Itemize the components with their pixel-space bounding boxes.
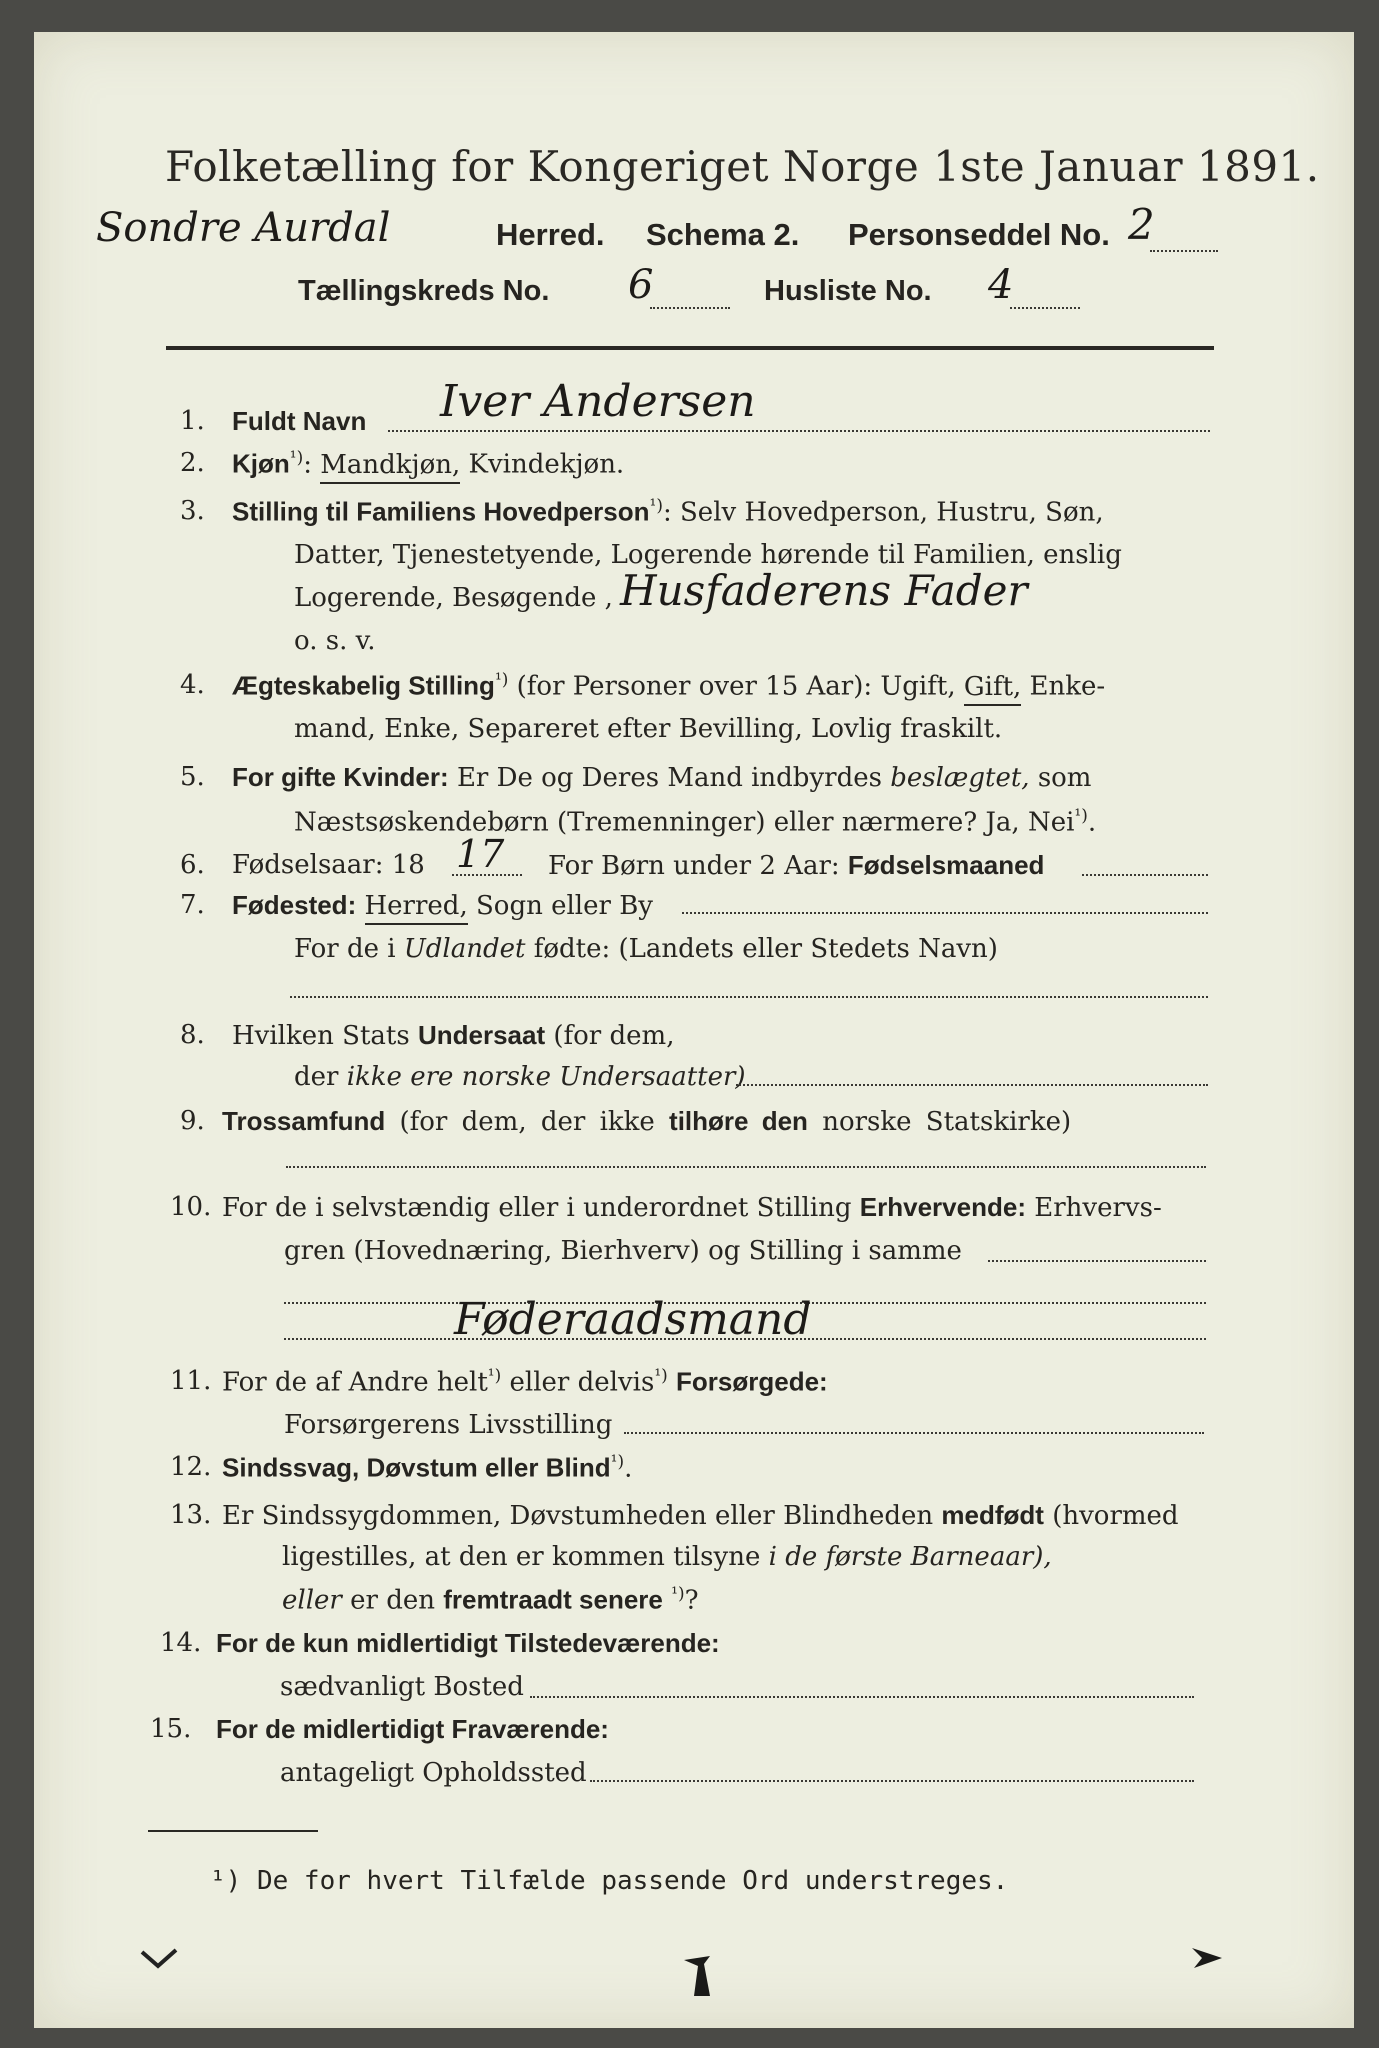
item-1-label: Fuldt Navn <box>232 406 367 436</box>
item-6-dots <box>452 874 522 876</box>
item-9-label: Trossamfund <box>222 1106 386 1136</box>
item-1-dots <box>388 430 1210 432</box>
item-14-line-1: For de kun midlertidigt Tilstedeværende: <box>216 1628 720 1658</box>
item-14-line-2: sædvanligt Bosted <box>280 1672 524 1702</box>
item-8-number: 8. <box>180 1020 205 1050</box>
item-4-text-a: (for Personer over 15 Aar): Ugift, <box>516 671 956 702</box>
item-10-text-b: Erhvervende: <box>859 1192 1026 1222</box>
item-3-line-3: Logerende, Besøgende , <box>294 583 613 613</box>
item-13-number: 13. <box>170 1500 212 1530</box>
item-2-option-mandkjon: Mandkjøn, <box>320 450 460 484</box>
item-2-label: Kjøn <box>232 448 290 479</box>
item-12-label: Sindssvag, Døvstum eller Blind <box>222 1452 611 1483</box>
item-7-rest: Sogn eller By <box>475 891 653 921</box>
item-9-line-1 <box>222 1106 1071 1137</box>
item-2-sup: ¹) <box>289 448 304 468</box>
item-10-number: 10. <box>170 1192 212 1222</box>
item-3-answer: Husfaderens Fader <box>620 566 1028 615</box>
item-13-line-1 <box>222 1500 1179 1531</box>
item-11-text-a: For de af Andre helt <box>222 1367 488 1398</box>
item-6-label: Fødselsaar: 18 <box>232 850 425 880</box>
item-3-line-4: o. s. v. <box>294 626 376 656</box>
item-3-options-1: Selv Hovedperson, Hustru, Søn, <box>680 497 1104 528</box>
item-7-text-c: fødte: (Landets eller Stedets Navn) <box>533 934 998 964</box>
item-6-mid <box>548 850 1044 881</box>
item-11-sup-1: ¹) <box>487 1366 502 1386</box>
item-5-line-1 <box>232 762 1091 793</box>
item-13-text-f: eller <box>282 1585 342 1616</box>
item-5-sup: ¹) <box>1074 806 1088 826</box>
footnote <box>210 1866 1008 1896</box>
item-5-line-2: Næstsøskendebørn (Tremenninger) eller nærmere? Ja, Nei$^{^1)}$. <box>294 806 1097 838</box>
item-8-text-c: (for dem, <box>553 1021 675 1051</box>
item-6-answer: 17 <box>456 832 505 876</box>
item-11-sup-2: ¹) <box>654 1366 668 1386</box>
item-6-month-dots <box>1082 874 1208 876</box>
corner-mark-left <box>140 1944 180 1974</box>
item-15-dots <box>590 1780 1194 1782</box>
herred-value: Sondre Aurdal <box>96 205 391 251</box>
item-7-dots-2 <box>290 996 1208 998</box>
item-8-text-d: der <box>294 1062 339 1092</box>
item-7-line-2 <box>294 934 998 964</box>
item-3-line-2: Datter, Tjenestetyende, Logerende hørende til Familien, enslig <box>294 540 1122 570</box>
schema-label: Schema 2. <box>646 217 800 252</box>
item-7-text-b: Udlandet <box>403 934 526 964</box>
item-4-number: 4. <box>180 670 205 700</box>
item-8-text-b: Undersaat <box>417 1020 546 1050</box>
item-8-text-e: ikke ere norske Undersaatter) <box>346 1062 746 1092</box>
item-9-dots <box>286 1166 1206 1168</box>
item-7-text-a: For de i <box>294 934 396 964</box>
item-4-sup: ¹) <box>494 670 509 690</box>
item-6-birthmonth-label: Fødselsmaaned <box>847 850 1045 880</box>
item-7-option-herred: Herred, <box>365 891 468 925</box>
item-2-number: 2. <box>180 448 205 478</box>
kreds-label: Tællingskreds No. <box>298 275 550 307</box>
item-7-line-1 <box>232 890 653 921</box>
item-7-label: Fødested: <box>232 890 357 920</box>
item-13-text-a: Er Sindssygdommen, Døvstumheden eller Blindheden <box>222 1501 934 1531</box>
personseddel-label: Personseddel No. <box>848 217 1110 252</box>
item-4-text-b: Enke- <box>1029 671 1106 702</box>
item-3-sup: ¹) <box>649 496 663 516</box>
item-12-number: 12. <box>170 1452 212 1482</box>
item-10-text-a: For de i selvstændig eller i underordnet Stilling <box>222 1193 852 1223</box>
form-title: Folketælling for Kongeriget Norge 1ste Januar 1891. <box>165 142 1320 191</box>
item-9-text-b: tilhøre den <box>669 1106 808 1136</box>
item-11-text-b: eller delvis <box>509 1367 655 1398</box>
item-13-text-c: (hvormed <box>1052 1501 1179 1531</box>
item-2-option-kvindekjon: Kvindekjøn. <box>468 449 625 480</box>
item-11-dots <box>624 1432 1204 1434</box>
item-9-text-c: norske Statskirke) <box>822 1107 1072 1137</box>
item-3-line-1: Stilling til Familiens Hovedperson$^{^1)}$: Selv Hovedperson, Hustru, Søn, <box>232 496 1104 528</box>
item-9-text-a: (for dem, der ikke <box>399 1107 655 1137</box>
item-13-qmark: ? <box>684 1585 699 1616</box>
footnote-rule <box>148 1830 318 1832</box>
header-rule <box>166 346 1214 350</box>
item-13-line-2 <box>282 1542 1052 1572</box>
item-13-sup: ¹) <box>671 1584 685 1604</box>
item-13-text-d: ligestilles, at den er kommen tilsyne <box>282 1542 761 1572</box>
footnote-mark: ¹) <box>210 1866 242 1896</box>
item-10-line-1 <box>222 1192 1162 1223</box>
item-13-text-b: medfødt <box>941 1500 1044 1530</box>
husliste-dots <box>1010 307 1080 309</box>
item-5-text-d: Næstsøskendebørn (Tremenninger) eller nærmere? Ja, Nei <box>294 807 1075 838</box>
item-7-number: 7. <box>180 890 205 920</box>
item-4-option-gift: Gift, <box>964 672 1021 706</box>
item-10-dots <box>988 1260 1206 1262</box>
item-8-text-a: Hvilken Stats <box>232 1021 410 1051</box>
item-8-line-1 <box>232 1020 674 1051</box>
item-1-answer: Iver Andersen <box>440 376 756 427</box>
item-15-line-1: For de midlertidigt Fraværende: <box>216 1714 609 1744</box>
item-6-number: 6. <box>180 850 205 880</box>
herred-label: Herred. <box>496 217 605 252</box>
item-13-text-h: fremtraadt senere <box>443 1584 663 1615</box>
item-5-text-c: som <box>1037 763 1092 793</box>
item-12-sup: ¹) <box>610 1452 625 1472</box>
item-11-text-c: Forsørgede: <box>676 1366 828 1397</box>
item-6-mid-text: For Børn under 2 Aar: <box>548 851 840 881</box>
personseddel-value: 2 <box>1128 200 1155 249</box>
item-11-line-2: Forsørgerens Livsstilling <box>284 1410 613 1440</box>
item-11-number: 11. <box>170 1366 212 1396</box>
item-10-answer: Føderaadsmand <box>454 1294 812 1345</box>
item-13-text-g: er den <box>350 1585 435 1616</box>
item-10-dots-3 <box>284 1338 1206 1340</box>
item-13-line-3 <box>282 1584 699 1616</box>
item-10-line-2: gren (Hovednæring, Bierhverv) og Stilling i samme <box>284 1236 962 1266</box>
husliste-label: Husliste No. <box>764 275 932 307</box>
footnote-text: De for hvert Tilfælde passende Ord understreges. <box>256 1866 1009 1896</box>
item-4-line-1 <box>232 670 1105 702</box>
item-5-text-a: Er De og Deres Mand indbyrdes <box>456 763 882 793</box>
item-14-dots <box>530 1696 1194 1698</box>
item-14-number: 14. <box>160 1628 202 1658</box>
item-7-dots <box>682 912 1208 914</box>
item-4-line-2: mand, Enke, Separeret efter Bevilling, Lovlig fraskilt. <box>294 714 1003 744</box>
item-10-text-c: Erhvervs- <box>1034 1193 1162 1223</box>
item-15-number: 15. <box>150 1714 192 1744</box>
item-3-label: Stilling til Familiens Hovedperson <box>232 496 650 527</box>
item-8-line-2 <box>294 1062 746 1092</box>
item-13-text-e: i de første Barneaar), <box>768 1542 1052 1572</box>
item-1-number: 1. <box>180 406 205 436</box>
corner-mark-right <box>1188 1944 1228 1974</box>
kreds-dots <box>650 307 730 309</box>
item-15-line-2: antageligt Opholdssted <box>280 1758 587 1788</box>
item-9-number: 9. <box>180 1106 205 1136</box>
item-8-dots <box>736 1084 1208 1086</box>
item-5-label: For gifte Kvinder: <box>232 762 449 792</box>
item-5-text-b: beslægtet, <box>890 763 1030 793</box>
item-11-line-1 <box>222 1366 828 1398</box>
center-mark <box>680 1952 724 2002</box>
item-3-number: 3. <box>180 496 205 526</box>
item-12-line: Sindssvag, Døvstum eller Blind$^{^1)}$. <box>222 1452 633 1484</box>
item-5-number: 5. <box>180 762 205 792</box>
personseddel-dots <box>1150 250 1218 252</box>
husliste-value: 4 <box>988 262 1014 308</box>
item-4-label: Ægteskabelig Stilling <box>232 670 495 701</box>
item-2-text: Kjøn$^{^1)}$: Mandkjøn, Kvindekjøn. <box>232 448 624 480</box>
kreds-value: 6 <box>628 262 654 308</box>
